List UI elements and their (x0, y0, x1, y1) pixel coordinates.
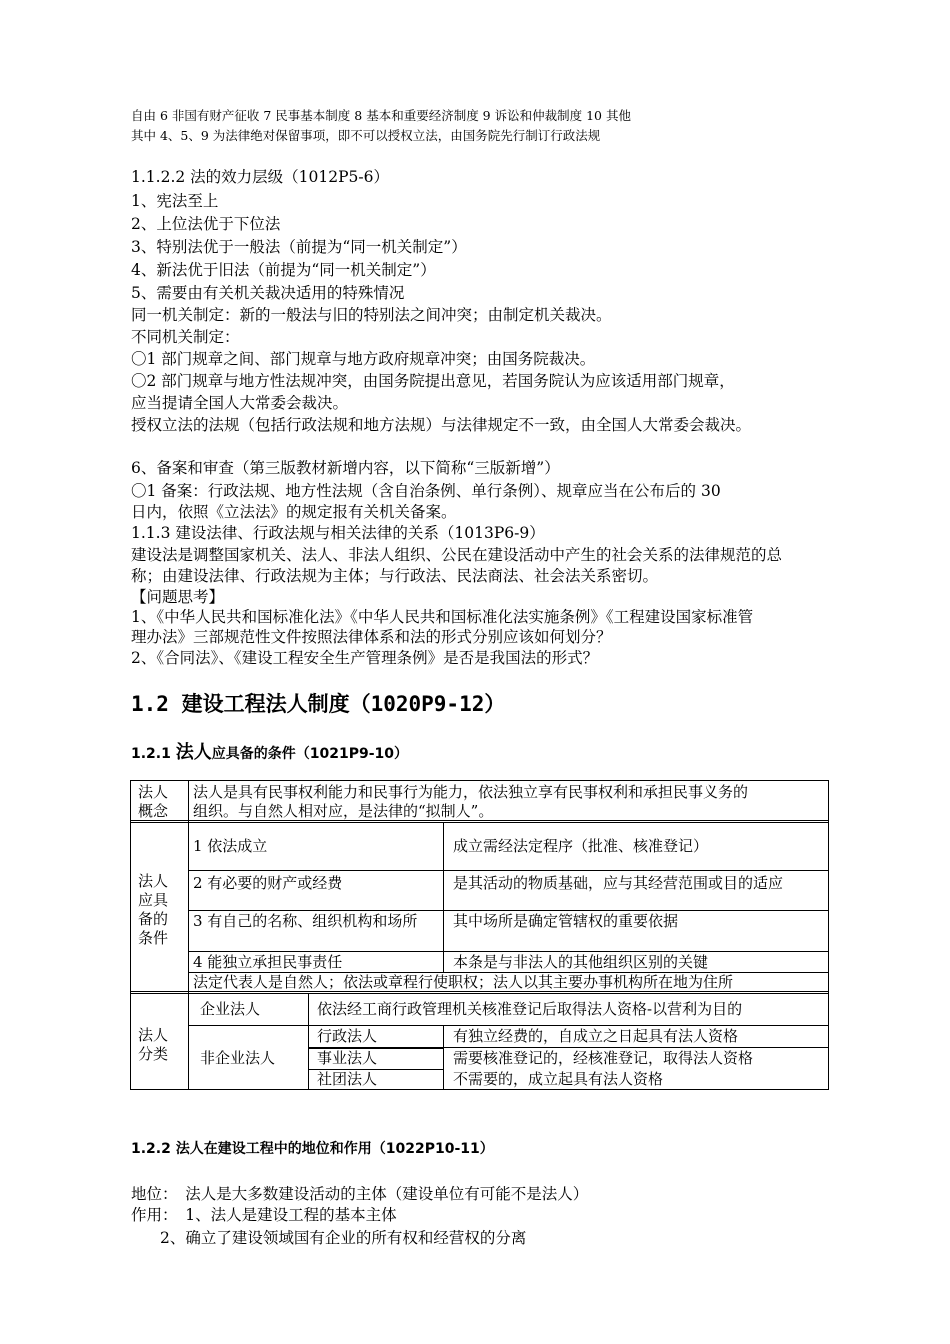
status-line: 地位： 法人是大多数建设活动的主体（建设单位有可能不是法人） (131, 1185, 589, 1203)
text-line: 同一机关制定：新的一般法与旧的特别法之间冲突；由制定机关裁决。 (131, 306, 612, 324)
section-heading-121 (131, 738, 408, 764)
type-unregistered-desc: 不需要的，成立起具有法人资格 (453, 1070, 664, 1088)
text-line: 授权立法的法规（包括行政法规和地方法规）与法律规定不一致，由全国人大常委会裁决。 (131, 416, 752, 434)
section-title-113: 1.1.3 建设法律、行政法规与相关法律的关系（1013P6-9） (131, 524, 545, 542)
label-cond-3: 备的 (138, 910, 169, 928)
text-line: 【问题思考】 (131, 588, 225, 606)
section-heading-12: 1.2 建设工程法人制度（1020P9-12） (131, 692, 506, 716)
condition-1-desc: 成立需经法定程序（批准、核准登记） (453, 837, 709, 855)
role-line-1: 作用： 1、法人是建设工程的基本主体 (131, 1206, 397, 1224)
concept-text-2: 组织。与自然人相对应，是法律的“拟制人”。 (193, 802, 494, 820)
label-cond-4: 条件 (138, 929, 169, 947)
label-cond-2: 应具 (138, 891, 169, 909)
heading-emphasis: 法人 (175, 742, 212, 763)
label-cond-1: 法人 (138, 872, 169, 890)
text-line: 建设法是调整国家机关、法人、非法人组织、公民在建设活动中产生的社会关系的法律规范的总 (131, 546, 783, 564)
text-line: 日内，依照《立法法》的规定报有关机关备案。 (131, 503, 457, 521)
section-title-1122: 1.1.2.2 法的效力层级（1012P5-6） (131, 168, 389, 186)
condition-4-desc: 本条是与非法人的其他组织区别的关键 (453, 953, 709, 971)
text-line: 不同机关制定： (131, 328, 240, 346)
label-class-1: 法人 (138, 1026, 169, 1044)
text-line: 2、上位法优于下位法 (131, 215, 281, 233)
condition-4: 4 能独立承担民事责任 (193, 953, 343, 971)
label-concept-1: 法人 (138, 783, 169, 801)
type-registered-desc: 需要核准登记的，经核准登记，取得法人资格 (453, 1049, 754, 1067)
label-concept-2: 概念 (138, 802, 169, 820)
type-institution: 事业法人 (317, 1049, 378, 1067)
condition-3-desc: 其中场所是确定管辖权的重要依据 (453, 912, 679, 930)
non-enterprise-legal-person: 非企业法人 (200, 1049, 276, 1067)
text-line: 应当提请全国人大常委会裁决。 (131, 394, 349, 412)
concept-text-1: 法人是具有民事权利能力和民事行为能力，依法独立享有民事权利和承担民事义务的 (193, 783, 749, 801)
condition-3: 3 有自己的名称、组织机构和场所 (193, 912, 418, 930)
text-line: 〇2 部门规章与地方性法规冲突，由国务院提出意见，若国务院认为应该适用部门规章， (131, 372, 735, 390)
text-line: 6、备案和审查（第三版教材新增内容，以下简称“三版新增”） (131, 459, 560, 477)
text-line: 4、新法优于旧法（前提为“同一机关制定”） (131, 261, 436, 279)
text-line: 3、特别法优于一般法（前提为“同一机关制定”） (131, 238, 467, 256)
condition-1: 1 依法成立 (193, 837, 268, 855)
enterprise-desc: 依法经工商行政管理机关核准登记后取得法人资格-以营利为目的 (317, 1000, 743, 1018)
text-line: 〇1 备案：行政法规、地方性法规（含自治条例、单行条例）、规章应当在公布后的 30 (131, 482, 721, 500)
text-line: 1、宪法至上 (131, 192, 219, 210)
intro-line-1: 自由 6 非国有财产征收 7 民事基本制度 8 基本和重要经济制度 9 诉讼和仲裁制度 10 其他 (131, 108, 631, 123)
type-administrative: 行政法人 (317, 1027, 378, 1045)
label-class-2: 分类 (138, 1045, 169, 1063)
text-line: 1、《中华人民共和国标准化法》《中华人民共和国标准化法实施条例》《工程建设国家标准管 (131, 608, 754, 626)
enterprise-legal-person: 企业法人 (200, 1000, 261, 1018)
text-line: 称；由建设法律、行政法规为主体；与行政法、民法商法、社会法关系密切。 (131, 567, 659, 585)
type-association: 社团法人 (317, 1070, 378, 1088)
heading-number: 1.2.1 (131, 746, 176, 762)
role-line-2: 2、确立了建设领域国有企业的所有权和经营权的分离 (160, 1229, 527, 1247)
type-administrative-desc: 有独立经费的，自成立之日起具有法人资格 (453, 1027, 739, 1045)
representative-row: 法定代表人是自然人；依法或章程行使职权；法人以其主要办事机构所在地为住所 (193, 973, 734, 991)
text-line: 理办法》三部规范性文件按照法律体系和法的形式分别应该如何划分？ (131, 628, 612, 646)
condition-2: 2 有必要的财产或经费 (193, 874, 343, 892)
text-line: 5、需要由有关机关裁决适用的特殊情况 (131, 284, 405, 302)
heading-rest: 应具备的条件（1021P9-10） (211, 746, 408, 762)
text-line: 〇1 部门规章之间、部门规章与地方政府规章冲突；由国务院裁决。 (131, 350, 596, 368)
legal-person-table (130, 780, 829, 1090)
intro-line-2: 其中 4、5、9 为法律绝对保留事项，即不可以授权立法，由国务院先行制订行政法规 (131, 128, 601, 143)
text-line: 2、《合同法》、《建设工程安全生产管理条例》是否是我国法的形式？ (131, 649, 599, 667)
condition-2-desc: 是其活动的物质基础，应与其经营范围或目的适应 (453, 874, 784, 892)
section-heading-122: 1.2.2 法人在建设工程中的地位和作用（1022P10-11） (131, 1141, 494, 1157)
